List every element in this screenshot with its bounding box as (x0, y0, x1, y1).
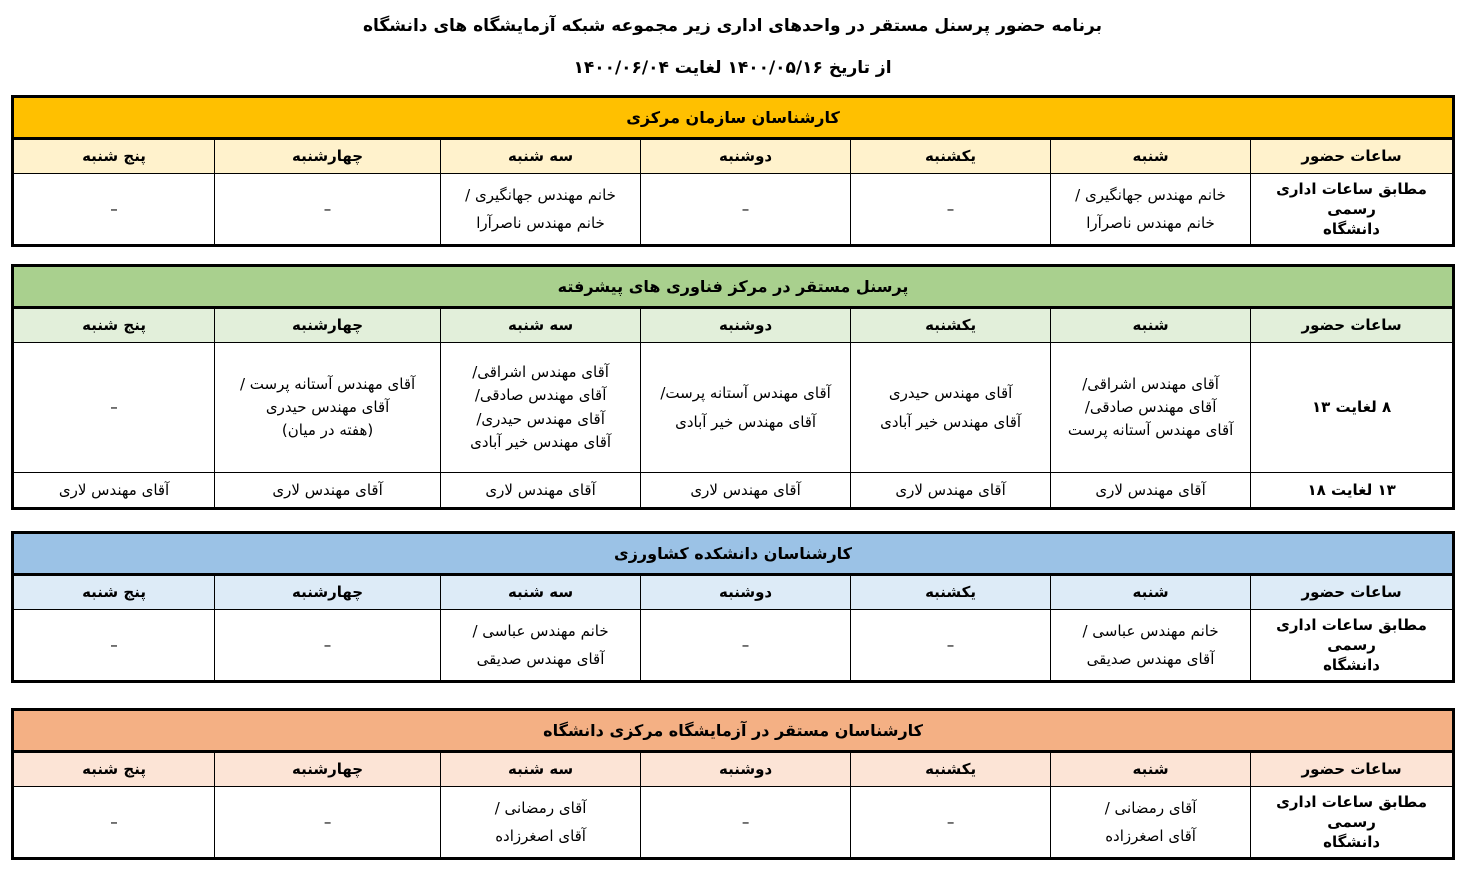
column-header-hours: ساعات حضور (1251, 139, 1454, 174)
column-header-day: پنج شنبه (13, 752, 215, 787)
column-header-day: پنج شنبه (13, 139, 215, 174)
staff-name: خانم مهندس ناصرآرا (476, 214, 605, 232)
schedule-cell (215, 343, 441, 473)
schedule-cell (13, 473, 215, 509)
schedule-cell (215, 473, 441, 509)
column-header-day: دوشنبه (641, 308, 851, 343)
column-header-day: یکشنبه (851, 575, 1051, 610)
column-header-day: یکشنبه (851, 308, 1051, 343)
section-title: کارشناسان مستقر در آزمایشگاه مرکزی دانشگاه (13, 710, 1454, 752)
schedule-table (11, 95, 1455, 247)
hours-cell (1251, 174, 1454, 246)
staff-name: – (323, 635, 332, 654)
staff-name: آقای رمضانی / (494, 798, 587, 817)
staff-name: آقای مهندس خیر آبادی (675, 412, 817, 431)
staff-name: (هفته در میان) (281, 421, 374, 440)
schedule-cell (441, 174, 641, 246)
table-row (13, 610, 1454, 682)
section-title: کارشناسان دانشکده کشاورزی (13, 533, 1454, 575)
staff-name: آقای مهندس لاری (690, 480, 801, 499)
staff-name: آقای مهندس خیر آبادی (470, 432, 612, 451)
schedule-cell (1051, 174, 1251, 246)
schedule-cell (441, 610, 641, 682)
column-header-day: سه شنبه (441, 308, 641, 343)
staff-name: خانم مهندس عباسی / (1082, 621, 1219, 640)
schedule-cell (1051, 343, 1251, 473)
schedule-cell (13, 610, 215, 682)
section-title: کارشناسان سازمان مرکزی (13, 97, 1454, 139)
column-header-day: شنبه (1051, 752, 1251, 787)
staff-name: – (110, 398, 118, 417)
table-row (13, 174, 1454, 246)
staff-name: آقای مهندس حیدری (265, 397, 390, 416)
column-header-day: شنبه (1051, 308, 1251, 343)
column-header-hours: ساعات حضور (1251, 575, 1454, 610)
staff-name: – (110, 812, 118, 831)
schedule-cell (13, 787, 215, 859)
staff-name: آقای مهندس صدیقی (476, 650, 605, 668)
staff-name: آقای مهندس صادقی/ (474, 386, 607, 405)
column-header-day: چهارشنبه (215, 308, 441, 343)
schedule-cell (851, 174, 1051, 246)
staff-name: آقای مهندس صادقی/ (1084, 397, 1217, 416)
schedule-cell (851, 473, 1051, 509)
schedule-cell (641, 473, 851, 509)
staff-name: آقای مهندس حیدری (888, 384, 1013, 402)
schedule-cell (641, 610, 851, 682)
schedule-cell (641, 787, 851, 859)
hours-text: مطابق ساعات اداری رسمی (1276, 179, 1427, 218)
hours-text: ۸ لغایت ۱۳ (1312, 398, 1392, 417)
hours-cell (1251, 787, 1454, 859)
table-row (13, 343, 1454, 473)
staff-name: آقای مهندس لاری (58, 480, 170, 499)
schedule-table (11, 264, 1455, 510)
table-row (13, 787, 1454, 859)
column-header-day: سه شنبه (441, 139, 641, 174)
staff-name: آقای اصغرزاده (495, 827, 586, 845)
column-header-day: شنبه (1051, 575, 1251, 610)
hours-text: دانشگاه (1323, 656, 1381, 675)
page-title: برنامه حضور پرسنل مستقر در واحدهای اداری زیر مجموعه شبکه آزمایشگاه های دانشگاه (362, 16, 1103, 36)
schedule-cell (215, 787, 441, 859)
hours-text: ۱۳ لغایت ۱۸ (1307, 480, 1396, 499)
schedule-cell (851, 343, 1051, 473)
staff-name: آقای اصغرزاده (1105, 827, 1196, 845)
schedule-cell (641, 174, 851, 246)
hours-cell (1251, 343, 1454, 473)
table-row (13, 473, 1454, 509)
schedule-cell (851, 610, 1051, 682)
schedule-cell (1051, 787, 1251, 859)
staff-name: آقای مهندس اشراقی/ (472, 363, 609, 381)
schedule-cell (215, 610, 441, 682)
section-title: پرسنل مستقر در مرکز فناوری های پیشرفته (13, 266, 1454, 308)
hours-cell (1251, 610, 1454, 682)
staff-name: – (323, 812, 332, 831)
staff-name: آقای رمضانی / (1104, 798, 1197, 817)
staff-name: – (946, 812, 955, 831)
staff-name: – (946, 635, 955, 654)
schedule-cell (441, 343, 641, 473)
staff-name: آقای مهندس خیر آبادی (880, 412, 1022, 431)
schedule-table (11, 708, 1455, 860)
column-header-day: چهارشنبه (215, 575, 441, 610)
schedule-cell (215, 174, 441, 246)
column-header-hours: ساعات حضور (1251, 752, 1454, 787)
column-header-day: دوشنبه (641, 575, 851, 610)
column-header-day: سه شنبه (441, 752, 641, 787)
staff-name: – (741, 812, 750, 831)
staff-name: خانم مهندس جهانگیری / (1075, 185, 1226, 204)
staff-name: آقای مهندس آستانه پرست/ (660, 384, 831, 402)
schedule-cell (13, 174, 215, 246)
column-header-day: دوشنبه (641, 139, 851, 174)
column-header-day: چهارشنبه (215, 139, 441, 174)
column-header-day: یکشنبه (851, 139, 1051, 174)
schedule-table (11, 531, 1455, 683)
staff-name: آقای مهندس لاری (1095, 480, 1206, 499)
schedule-cell (641, 343, 851, 473)
column-header-day: یکشنبه (851, 752, 1051, 787)
schedule-cell (441, 473, 641, 509)
column-header-day: سه شنبه (441, 575, 641, 610)
staff-name: آقای مهندس صدیقی (1086, 650, 1215, 668)
staff-name: خانم مهندس عباسی / (472, 621, 609, 640)
staff-name: آقای مهندس لاری (485, 480, 596, 499)
hours-text: مطابق ساعات اداری رسمی (1276, 792, 1427, 831)
staff-name: خانم مهندس ناصرآرا (1086, 214, 1215, 232)
staff-name: خانم مهندس جهانگیری / (465, 185, 616, 204)
staff-name: – (110, 199, 118, 218)
column-header-hours: ساعات حضور (1251, 308, 1454, 343)
staff-name: آقای مهندس لاری (895, 480, 1006, 499)
staff-name: آقای مهندس حیدری/ (476, 409, 605, 428)
staff-name: آقای مهندس اشراقی/ (1082, 374, 1219, 393)
schedule-cell (1051, 610, 1251, 682)
column-header-day: شنبه (1051, 139, 1251, 174)
column-header-day: دوشنبه (641, 752, 851, 787)
schedule-cell (441, 787, 641, 859)
staff-name: آقای مهندس لاری (272, 480, 383, 499)
schedule-cell (13, 343, 215, 473)
date-range: از تاریخ ۱۴۰۰/۰۵/۱۶ لغایت ۱۴۰۰/۰۶/۰۴ (573, 58, 892, 78)
staff-name: – (110, 635, 118, 654)
schedule-cell (851, 787, 1051, 859)
schedule-cell (1051, 473, 1251, 509)
staff-name: – (946, 199, 955, 218)
column-header-day: پنج شنبه (13, 575, 215, 610)
hours-text: دانشگاه (1323, 220, 1380, 239)
hours-text: مطابق ساعات اداری رسمی (1276, 615, 1427, 654)
staff-name: – (741, 199, 750, 218)
column-header-day: چهارشنبه (215, 752, 441, 787)
hours-text: دانشگاه (1323, 833, 1381, 852)
staff-name: – (741, 635, 750, 654)
staff-name: – (323, 199, 332, 218)
hours-cell (1251, 473, 1454, 509)
staff-name: آقای مهندس آستانه پرست (1067, 421, 1234, 440)
column-header-day: پنج شنبه (13, 308, 215, 343)
staff-name: آقای مهندس آستانه پرست / (239, 374, 416, 393)
